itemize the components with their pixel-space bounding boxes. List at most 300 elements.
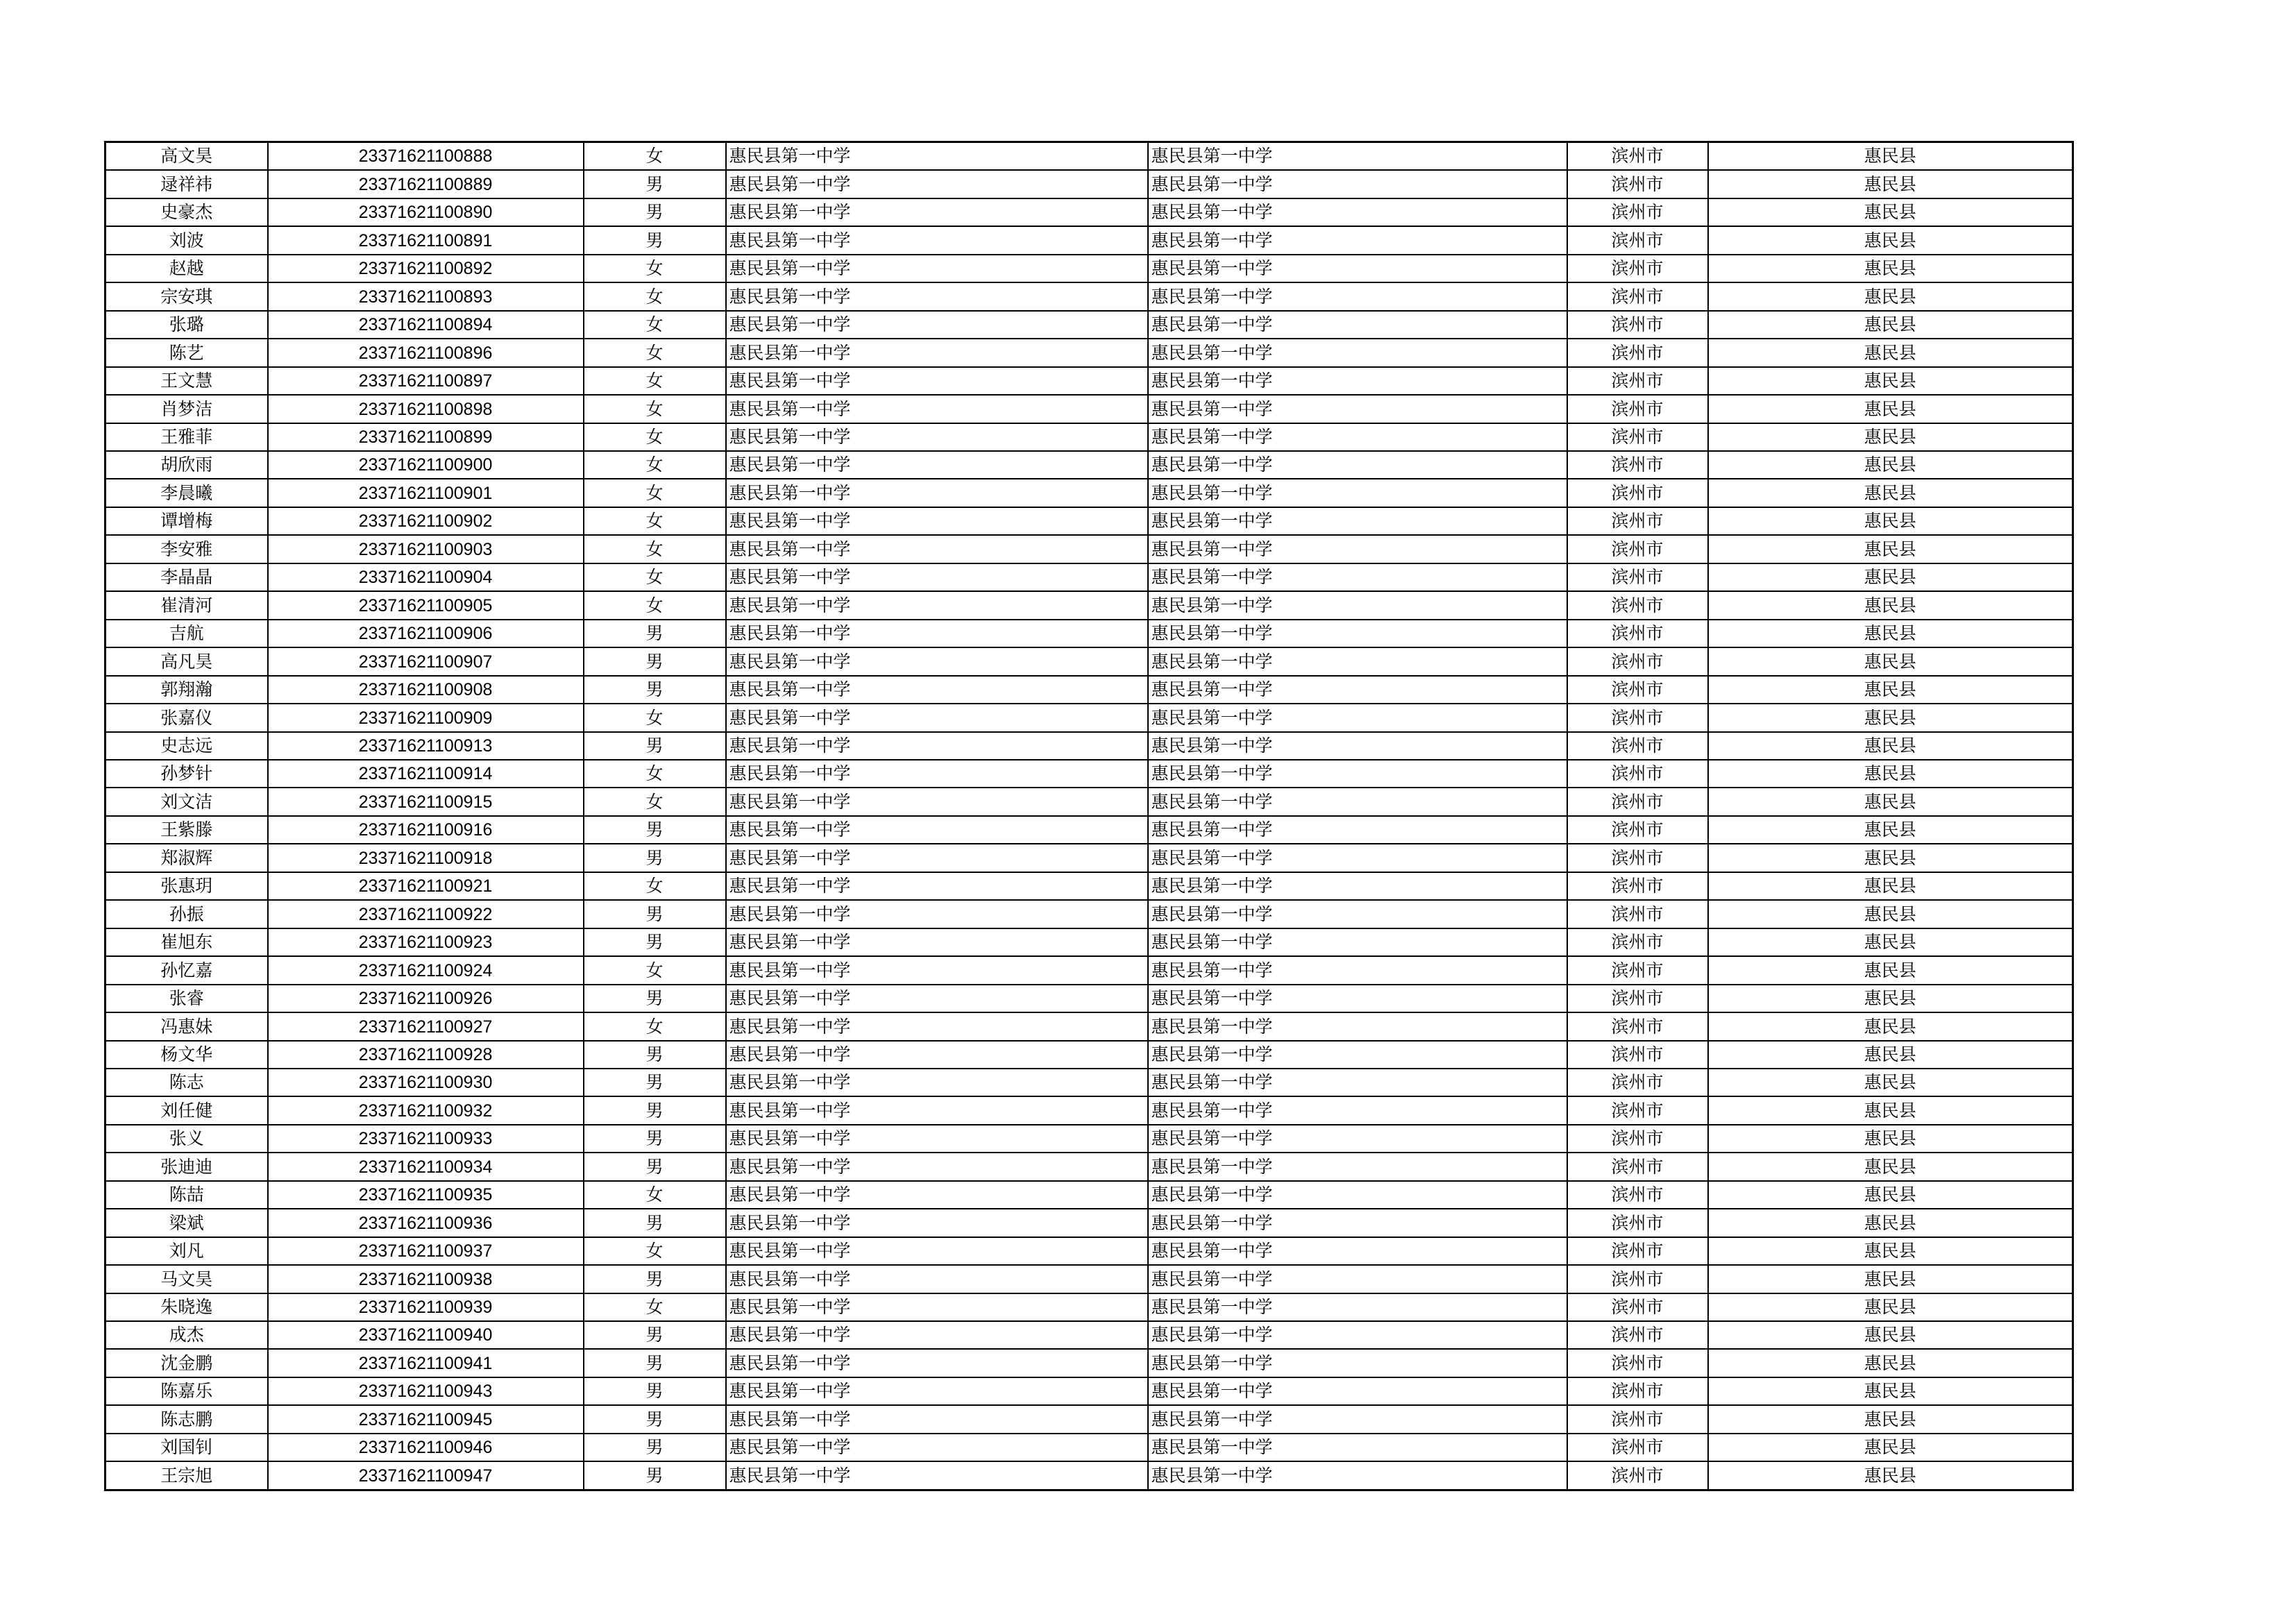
gender-cell: 女	[584, 563, 726, 591]
city-cell: 滨州市	[1567, 1321, 1708, 1349]
exam-id-cell: 23371621100930	[268, 1069, 584, 1096]
registered-school-cell: 惠民县第一中学	[1148, 985, 1567, 1012]
school-cell: 惠民县第一中学	[726, 198, 1148, 226]
exam-id-cell: 23371621100939	[268, 1293, 584, 1321]
school-cell: 惠民县第一中学	[726, 591, 1148, 619]
table-row	[105, 423, 2073, 451]
city-cell: 滨州市	[1567, 198, 1708, 226]
table-row	[105, 1265, 2073, 1293]
school-cell: 惠民县第一中学	[726, 255, 1148, 282]
student-name-cell: 孙振	[105, 900, 268, 928]
roster-body	[105, 142, 2073, 1490]
exam-id-cell: 23371621100906	[268, 620, 584, 647]
registered-school-cell: 惠民县第一中学	[1148, 647, 1567, 675]
county-cell: 惠民县	[1708, 788, 2073, 815]
county-cell: 惠民县	[1708, 563, 2073, 591]
exam-id-cell: 23371621100923	[268, 928, 584, 956]
exam-id-cell: 23371621100905	[268, 591, 584, 619]
school-cell: 惠民县第一中学	[726, 1349, 1148, 1377]
exam-id-cell: 23371621100922	[268, 900, 584, 928]
school-cell: 惠民县第一中学	[726, 1293, 1148, 1321]
county-cell: 惠民县	[1708, 1265, 2073, 1293]
exam-id-cell: 23371621100894	[268, 311, 584, 339]
city-cell: 滨州市	[1567, 395, 1708, 423]
student-name-cell: 郭翔瀚	[105, 676, 268, 704]
exam-id-cell: 23371621100900	[268, 451, 584, 479]
exam-id-cell: 23371621100924	[268, 956, 584, 984]
registered-school-cell: 惠民县第一中学	[1148, 676, 1567, 704]
table-row	[105, 844, 2073, 872]
table-row	[105, 928, 2073, 956]
registered-school-cell: 惠民县第一中学	[1148, 1349, 1567, 1377]
gender-cell: 女	[584, 591, 726, 619]
student-name-cell: 王宗旭	[105, 1461, 268, 1490]
student-name-cell: 李晶晶	[105, 563, 268, 591]
gender-cell: 男	[584, 816, 726, 844]
exam-id-cell: 23371621100892	[268, 255, 584, 282]
table-row	[105, 1181, 2073, 1209]
table-row	[105, 255, 2073, 282]
table-row	[105, 732, 2073, 760]
exam-id-cell: 23371621100916	[268, 816, 584, 844]
school-cell: 惠民县第一中学	[726, 1181, 1148, 1209]
school-cell: 惠民县第一中学	[726, 1041, 1148, 1069]
city-cell: 滨州市	[1567, 872, 1708, 900]
gender-cell: 男	[584, 1377, 726, 1405]
gender-cell: 女	[584, 367, 726, 395]
school-cell: 惠民县第一中学	[726, 704, 1148, 731]
student-name-cell: 陈艺	[105, 339, 268, 366]
city-cell: 滨州市	[1567, 844, 1708, 872]
table-row	[105, 900, 2073, 928]
student-name-cell: 逯祥祎	[105, 170, 268, 198]
gender-cell: 女	[584, 1237, 726, 1265]
student-name-cell: 崔旭东	[105, 928, 268, 956]
student-name-cell: 朱晓逸	[105, 1293, 268, 1321]
registered-school-cell: 惠民县第一中学	[1148, 142, 1567, 171]
county-cell: 惠民县	[1708, 816, 2073, 844]
school-cell: 惠民县第一中学	[726, 647, 1148, 675]
county-cell: 惠民县	[1708, 760, 2073, 788]
exam-id-cell: 23371621100934	[268, 1153, 584, 1180]
gender-cell: 女	[584, 255, 726, 282]
county-cell: 惠民县	[1708, 591, 2073, 619]
county-cell: 惠民县	[1708, 676, 2073, 704]
exam-id-cell: 23371621100935	[268, 1181, 584, 1209]
school-cell: 惠民县第一中学	[726, 339, 1148, 366]
student-name-cell: 宗安琪	[105, 282, 268, 310]
exam-id-cell: 23371621100937	[268, 1237, 584, 1265]
exam-id-cell: 23371621100946	[268, 1434, 584, 1461]
exam-id-cell: 23371621100945	[268, 1405, 584, 1433]
county-cell: 惠民县	[1708, 255, 2073, 282]
county-cell: 惠民县	[1708, 1349, 2073, 1377]
gender-cell: 女	[584, 1012, 726, 1040]
city-cell: 滨州市	[1567, 535, 1708, 563]
gender-cell: 男	[584, 170, 726, 198]
school-cell: 惠民县第一中学	[726, 1237, 1148, 1265]
exam-id-cell: 23371621100928	[268, 1041, 584, 1069]
county-cell: 惠民县	[1708, 872, 2073, 900]
registered-school-cell: 惠民县第一中学	[1148, 900, 1567, 928]
exam-id-cell: 23371621100947	[268, 1461, 584, 1490]
registered-school-cell: 惠民县第一中学	[1148, 928, 1567, 956]
registered-school-cell: 惠民县第一中学	[1148, 563, 1567, 591]
table-row	[105, 985, 2073, 1012]
registered-school-cell: 惠民县第一中学	[1148, 1012, 1567, 1040]
student-name-cell: 张璐	[105, 311, 268, 339]
school-cell: 惠民县第一中学	[726, 1012, 1148, 1040]
student-name-cell: 胡欣雨	[105, 451, 268, 479]
city-cell: 滨州市	[1567, 1434, 1708, 1461]
student-name-cell: 陈志	[105, 1069, 268, 1096]
gender-cell: 男	[584, 1125, 726, 1153]
school-cell: 惠民县第一中学	[726, 282, 1148, 310]
school-cell: 惠民县第一中学	[726, 816, 1148, 844]
registered-school-cell: 惠民县第一中学	[1148, 395, 1567, 423]
table-row	[105, 1125, 2073, 1153]
exam-id-cell: 23371621100899	[268, 423, 584, 451]
gender-cell: 女	[584, 1181, 726, 1209]
city-cell: 滨州市	[1567, 1293, 1708, 1321]
student-name-cell: 成杰	[105, 1321, 268, 1349]
school-cell: 惠民县第一中学	[726, 1069, 1148, 1096]
exam-id-cell: 23371621100913	[268, 732, 584, 760]
registered-school-cell: 惠民县第一中学	[1148, 1405, 1567, 1433]
county-cell: 惠民县	[1708, 647, 2073, 675]
student-name-cell: 张嘉仪	[105, 704, 268, 731]
table-row	[105, 1209, 2073, 1237]
exam-id-cell: 23371621100898	[268, 395, 584, 423]
registered-school-cell: 惠民县第一中学	[1148, 1434, 1567, 1461]
student-name-cell: 崔清河	[105, 591, 268, 619]
city-cell: 滨州市	[1567, 1069, 1708, 1096]
county-cell: 惠民县	[1708, 956, 2073, 984]
gender-cell: 女	[584, 507, 726, 535]
gender-cell: 女	[584, 423, 726, 451]
gender-cell: 女	[584, 479, 726, 507]
gender-cell: 女	[584, 788, 726, 815]
table-row	[105, 282, 2073, 310]
county-cell: 惠民县	[1708, 311, 2073, 339]
table-row	[105, 535, 2073, 563]
student-name-cell: 刘波	[105, 226, 268, 254]
school-cell: 惠民县第一中学	[726, 732, 1148, 760]
school-cell: 惠民县第一中学	[726, 676, 1148, 704]
table-row	[105, 170, 2073, 198]
gender-cell: 女	[584, 1293, 726, 1321]
school-cell: 惠民县第一中学	[726, 535, 1148, 563]
county-cell: 惠民县	[1708, 1041, 2073, 1069]
registered-school-cell: 惠民县第一中学	[1148, 732, 1567, 760]
student-name-cell: 谭增梅	[105, 507, 268, 535]
student-name-cell: 张睿	[105, 985, 268, 1012]
registered-school-cell: 惠民县第一中学	[1148, 1153, 1567, 1180]
registered-school-cell: 惠民县第一中学	[1148, 1377, 1567, 1405]
county-cell: 惠民县	[1708, 423, 2073, 451]
school-cell: 惠民县第一中学	[726, 507, 1148, 535]
registered-school-cell: 惠民县第一中学	[1148, 423, 1567, 451]
registered-school-cell: 惠民县第一中学	[1148, 1209, 1567, 1237]
table-row	[105, 816, 2073, 844]
table-row	[105, 367, 2073, 395]
school-cell: 惠民县第一中学	[726, 1434, 1148, 1461]
city-cell: 滨州市	[1567, 563, 1708, 591]
exam-id-cell: 23371621100897	[268, 367, 584, 395]
table-row	[105, 311, 2073, 339]
table-row	[105, 1012, 2073, 1040]
registered-school-cell: 惠民县第一中学	[1148, 591, 1567, 619]
gender-cell: 男	[584, 1321, 726, 1349]
registered-school-cell: 惠民县第一中学	[1148, 1041, 1567, 1069]
student-name-cell: 张迪迪	[105, 1153, 268, 1180]
city-cell: 滨州市	[1567, 1349, 1708, 1377]
county-cell: 惠民县	[1708, 142, 2073, 171]
exam-id-cell: 23371621100901	[268, 479, 584, 507]
school-cell: 惠民县第一中学	[726, 1405, 1148, 1433]
school-cell: 惠民县第一中学	[726, 423, 1148, 451]
registered-school-cell: 惠民县第一中学	[1148, 1321, 1567, 1349]
city-cell: 滨州市	[1567, 282, 1708, 310]
student-name-cell: 郑淑辉	[105, 844, 268, 872]
county-cell: 惠民县	[1708, 1405, 2073, 1433]
table-row	[105, 395, 2073, 423]
county-cell: 惠民县	[1708, 704, 2073, 731]
school-cell: 惠民县第一中学	[726, 844, 1148, 872]
exam-id-cell: 23371621100909	[268, 704, 584, 731]
city-cell: 滨州市	[1567, 1265, 1708, 1293]
table-row	[105, 1461, 2073, 1490]
gender-cell: 女	[584, 311, 726, 339]
table-row	[105, 479, 2073, 507]
city-cell: 滨州市	[1567, 900, 1708, 928]
exam-id-cell: 23371621100902	[268, 507, 584, 535]
city-cell: 滨州市	[1567, 704, 1708, 731]
gender-cell: 女	[584, 760, 726, 788]
gender-cell: 男	[584, 844, 726, 872]
school-cell: 惠民县第一中学	[726, 395, 1148, 423]
student-name-cell: 孙梦针	[105, 760, 268, 788]
gender-cell: 女	[584, 451, 726, 479]
gender-cell: 女	[584, 282, 726, 310]
city-cell: 滨州市	[1567, 1096, 1708, 1124]
county-cell: 惠民县	[1708, 170, 2073, 198]
school-cell: 惠民县第一中学	[726, 1321, 1148, 1349]
gender-cell: 男	[584, 1069, 726, 1096]
school-cell: 惠民县第一中学	[726, 872, 1148, 900]
gender-cell: 女	[584, 704, 726, 731]
city-cell: 滨州市	[1567, 788, 1708, 815]
table-row	[105, 620, 2073, 647]
gender-cell: 男	[584, 226, 726, 254]
registered-school-cell: 惠民县第一中学	[1148, 170, 1567, 198]
gender-cell: 男	[584, 732, 726, 760]
county-cell: 惠民县	[1708, 1377, 2073, 1405]
gender-cell: 男	[584, 1434, 726, 1461]
table-row	[105, 563, 2073, 591]
student-name-cell: 吉航	[105, 620, 268, 647]
county-cell: 惠民县	[1708, 282, 2073, 310]
school-cell: 惠民县第一中学	[726, 900, 1148, 928]
city-cell: 滨州市	[1567, 1377, 1708, 1405]
table-row	[105, 1041, 2073, 1069]
registered-school-cell: 惠民县第一中学	[1148, 1096, 1567, 1124]
registered-school-cell: 惠民县第一中学	[1148, 788, 1567, 815]
city-cell: 滨州市	[1567, 142, 1708, 171]
county-cell: 惠民县	[1708, 1209, 2073, 1237]
county-cell: 惠民县	[1708, 1125, 2073, 1153]
table-row	[105, 1377, 2073, 1405]
exam-id-cell: 23371621100915	[268, 788, 584, 815]
exam-id-cell: 23371621100914	[268, 760, 584, 788]
table-row	[105, 591, 2073, 619]
student-name-cell: 高凡昊	[105, 647, 268, 675]
gender-cell: 女	[584, 339, 726, 366]
gender-cell: 男	[584, 1209, 726, 1237]
county-cell: 惠民县	[1708, 1012, 2073, 1040]
table-row	[105, 760, 2073, 788]
exam-id-cell: 23371621100908	[268, 676, 584, 704]
city-cell: 滨州市	[1567, 928, 1708, 956]
registered-school-cell: 惠民县第一中学	[1148, 1069, 1567, 1096]
county-cell: 惠民县	[1708, 1181, 2073, 1209]
gender-cell: 女	[584, 142, 726, 171]
school-cell: 惠民县第一中学	[726, 1265, 1148, 1293]
county-cell: 惠民县	[1708, 1069, 2073, 1096]
school-cell: 惠民县第一中学	[726, 1377, 1148, 1405]
table-row	[105, 451, 2073, 479]
table-row	[105, 339, 2073, 366]
city-cell: 滨州市	[1567, 1012, 1708, 1040]
county-cell: 惠民县	[1708, 226, 2073, 254]
table-row	[105, 1405, 2073, 1433]
school-cell: 惠民县第一中学	[726, 1461, 1148, 1490]
student-name-cell: 冯惠妹	[105, 1012, 268, 1040]
registered-school-cell: 惠民县第一中学	[1148, 535, 1567, 563]
table-row	[105, 1153, 2073, 1180]
school-cell: 惠民县第一中学	[726, 142, 1148, 171]
table-row	[105, 1096, 2073, 1124]
exam-id-cell: 23371621100893	[268, 282, 584, 310]
city-cell: 滨州市	[1567, 956, 1708, 984]
registered-school-cell: 惠民县第一中学	[1148, 620, 1567, 647]
gender-cell: 男	[584, 676, 726, 704]
registered-school-cell: 惠民县第一中学	[1148, 704, 1567, 731]
county-cell: 惠民县	[1708, 900, 2073, 928]
school-cell: 惠民县第一中学	[726, 563, 1148, 591]
exam-id-cell: 23371621100927	[268, 1012, 584, 1040]
registered-school-cell: 惠民县第一中学	[1148, 1293, 1567, 1321]
table-row	[105, 872, 2073, 900]
city-cell: 滨州市	[1567, 507, 1708, 535]
registered-school-cell: 惠民县第一中学	[1148, 255, 1567, 282]
school-cell: 惠民县第一中学	[726, 451, 1148, 479]
student-name-cell: 赵越	[105, 255, 268, 282]
table-row	[105, 1349, 2073, 1377]
gender-cell: 男	[584, 647, 726, 675]
county-cell: 惠民县	[1708, 395, 2073, 423]
school-cell: 惠民县第一中学	[726, 620, 1148, 647]
student-name-cell: 刘任健	[105, 1096, 268, 1124]
city-cell: 滨州市	[1567, 647, 1708, 675]
exam-id-cell: 23371621100940	[268, 1321, 584, 1349]
city-cell: 滨州市	[1567, 1405, 1708, 1433]
table-row	[105, 676, 2073, 704]
city-cell: 滨州市	[1567, 985, 1708, 1012]
county-cell: 惠民县	[1708, 339, 2073, 366]
county-cell: 惠民县	[1708, 479, 2073, 507]
registered-school-cell: 惠民县第一中学	[1148, 367, 1567, 395]
student-name-cell: 高文昊	[105, 142, 268, 171]
student-name-cell: 李安雅	[105, 535, 268, 563]
registered-school-cell: 惠民县第一中学	[1148, 226, 1567, 254]
city-cell: 滨州市	[1567, 479, 1708, 507]
exam-id-cell: 23371621100891	[268, 226, 584, 254]
city-cell: 滨州市	[1567, 1237, 1708, 1265]
student-name-cell: 史豪杰	[105, 198, 268, 226]
registered-school-cell: 惠民县第一中学	[1148, 339, 1567, 366]
gender-cell: 女	[584, 872, 726, 900]
city-cell: 滨州市	[1567, 1153, 1708, 1180]
exam-id-cell: 23371621100904	[268, 563, 584, 591]
table-row	[105, 1434, 2073, 1461]
county-cell: 惠民县	[1708, 1321, 2073, 1349]
city-cell: 滨州市	[1567, 255, 1708, 282]
school-cell: 惠民县第一中学	[726, 226, 1148, 254]
exam-id-cell: 23371621100888	[268, 142, 584, 171]
student-name-cell: 张惠玥	[105, 872, 268, 900]
student-name-cell: 陈喆	[105, 1181, 268, 1209]
registered-school-cell: 惠民县第一中学	[1148, 507, 1567, 535]
table-row	[105, 507, 2073, 535]
school-cell: 惠民县第一中学	[726, 170, 1148, 198]
gender-cell: 男	[584, 928, 726, 956]
gender-cell: 男	[584, 1405, 726, 1433]
city-cell: 滨州市	[1567, 451, 1708, 479]
school-cell: 惠民县第一中学	[726, 956, 1148, 984]
student-name-cell: 肖梦洁	[105, 395, 268, 423]
county-cell: 惠民县	[1708, 535, 2073, 563]
school-cell: 惠民县第一中学	[726, 367, 1148, 395]
registered-school-cell: 惠民县第一中学	[1148, 760, 1567, 788]
table-row	[105, 647, 2073, 675]
school-cell: 惠民县第一中学	[726, 1153, 1148, 1180]
student-name-cell: 王文慧	[105, 367, 268, 395]
gender-cell: 女	[584, 535, 726, 563]
gender-cell: 男	[584, 900, 726, 928]
registered-school-cell: 惠民县第一中学	[1148, 479, 1567, 507]
registered-school-cell: 惠民县第一中学	[1148, 956, 1567, 984]
gender-cell: 女	[584, 395, 726, 423]
registered-school-cell: 惠民县第一中学	[1148, 1125, 1567, 1153]
registered-school-cell: 惠民县第一中学	[1148, 1237, 1567, 1265]
roster-table	[104, 141, 2074, 1491]
city-cell: 滨州市	[1567, 339, 1708, 366]
city-cell: 滨州市	[1567, 760, 1708, 788]
student-name-cell: 张义	[105, 1125, 268, 1153]
table-row	[105, 1069, 2073, 1096]
gender-cell: 男	[584, 1153, 726, 1180]
student-name-cell: 李晨曦	[105, 479, 268, 507]
registered-school-cell: 惠民县第一中学	[1148, 1461, 1567, 1490]
table-row	[105, 1321, 2073, 1349]
exam-id-cell: 23371621100941	[268, 1349, 584, 1377]
student-name-cell: 刘凡	[105, 1237, 268, 1265]
city-cell: 滨州市	[1567, 676, 1708, 704]
city-cell: 滨州市	[1567, 423, 1708, 451]
table-row	[105, 142, 2073, 171]
exam-id-cell: 23371621100921	[268, 872, 584, 900]
